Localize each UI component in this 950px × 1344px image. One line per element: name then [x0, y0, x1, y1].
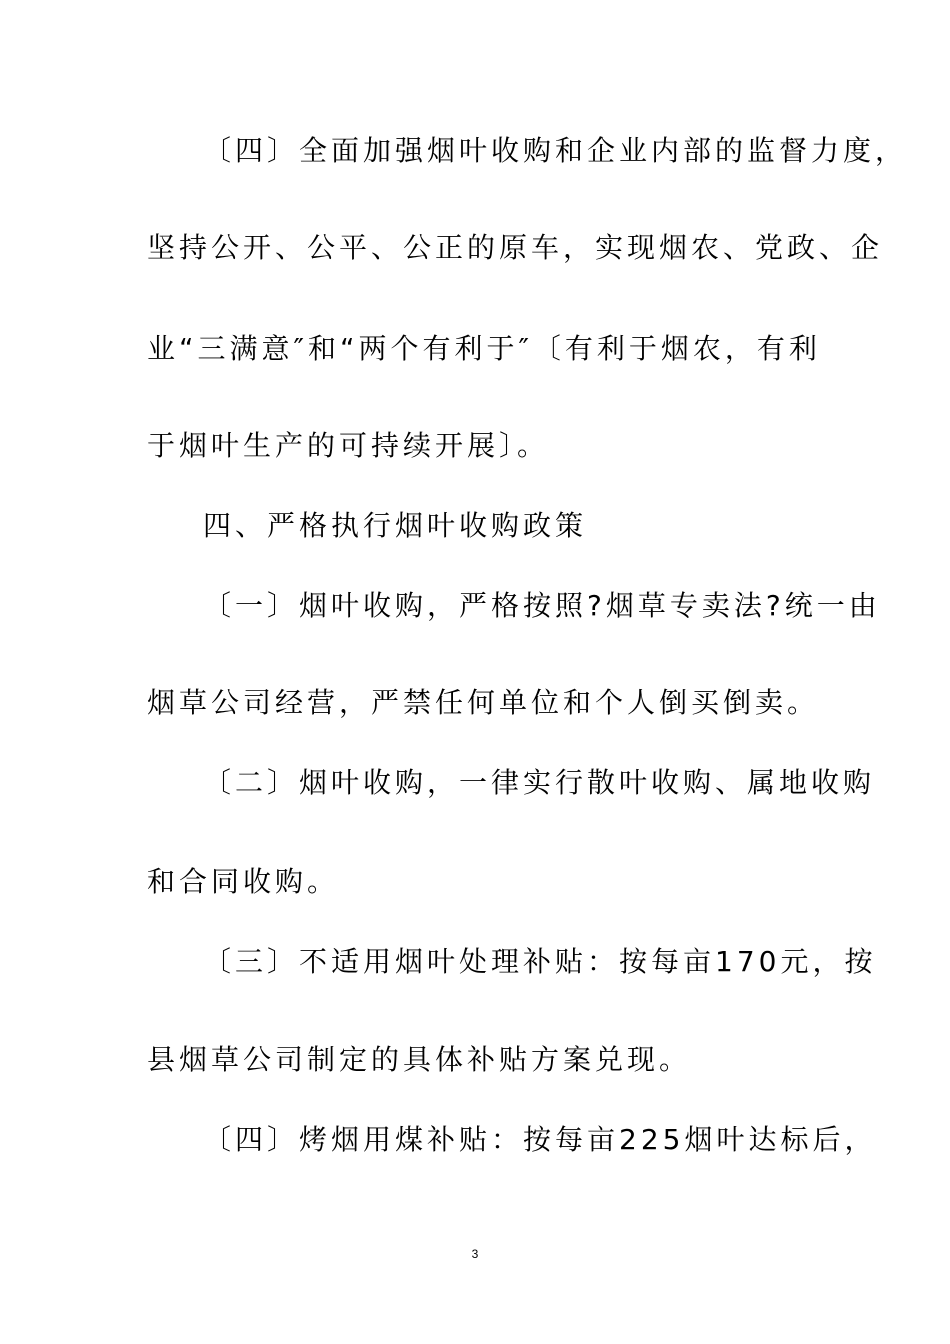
item-4-line-1: 〔四〕烤烟用煤补贴：按每亩225烟叶达标后，	[203, 1123, 877, 1156]
page-number: 3	[471, 1247, 479, 1261]
item-2-line-1: 〔二〕烟叶收购，一律实行散叶收购、属地收购	[203, 766, 876, 799]
paragraph-4-line-4: 于烟叶生产的可持续开展〕。	[147, 429, 550, 462]
section-heading: 四、严格执行烟叶收购政策	[203, 509, 588, 542]
paragraph-4-line-3: 业“三满意″和“两个有利于″〔有利于烟农，有利	[147, 332, 821, 365]
paragraph-4-line-1: 〔四〕全面加强烟叶收购和企业内部的监督力度，	[203, 134, 908, 167]
item-1-line-2: 烟草公司经营，严禁任何单位和个人倒买倒卖。	[147, 686, 820, 719]
item-1-line-1: 〔一〕烟叶收购，严格按照?烟草专卖法?统一由	[203, 589, 881, 622]
item-2-line-2: 和合同收购。	[147, 865, 340, 898]
paragraph-4-line-2: 坚持公开、公平、公正的原车，实现烟农、党政、企	[147, 231, 884, 264]
item-3-line-2: 县烟草公司制定的具体补贴方案兑现。	[147, 1043, 692, 1076]
item-3-line-1: 〔三〕不适用烟叶处理补贴：按每亩170元，按	[203, 945, 877, 978]
